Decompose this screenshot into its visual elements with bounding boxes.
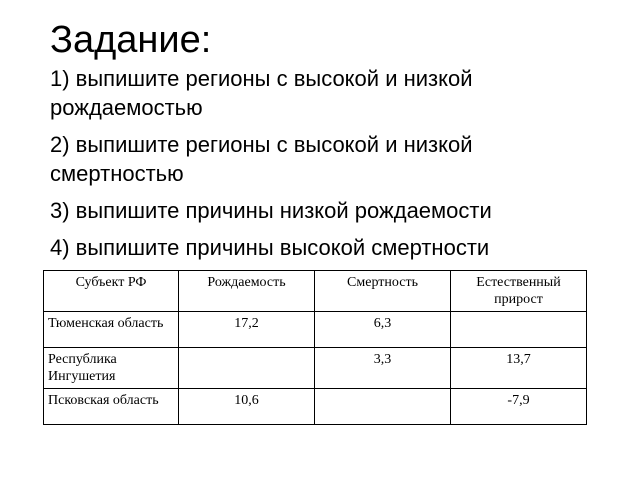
death-rate-cell: 6,3 bbox=[315, 312, 451, 348]
region-cell: Тюменская область bbox=[44, 312, 179, 348]
header-natural-growth: Естественный прирост bbox=[451, 271, 587, 312]
task-list bbox=[50, 64, 590, 270]
task-item: 1) выпишите регионы с высокой и низкой рождаемостью bbox=[50, 66, 473, 120]
growth-cell bbox=[451, 312, 587, 348]
task-item: 3) выпишите причины низкой рождаемости bbox=[50, 198, 492, 223]
death-rate-cell: 3,3 bbox=[315, 348, 451, 389]
header-birth-rate: Рождаемость bbox=[179, 271, 315, 312]
birth-rate-cell: 17,2 bbox=[179, 312, 315, 348]
slide-title: Задание: bbox=[50, 19, 212, 61]
task-item: 4) выпишите причины высокой смертности bbox=[50, 235, 490, 260]
table-row bbox=[44, 348, 587, 389]
table-header-row bbox=[44, 271, 587, 312]
header-subject: Субъект РФ bbox=[44, 271, 179, 312]
growth-cell: 13,7 bbox=[451, 348, 587, 389]
table-row bbox=[44, 389, 587, 425]
table-row bbox=[44, 312, 587, 348]
death-rate-cell bbox=[315, 389, 451, 425]
birth-rate-cell bbox=[179, 348, 315, 389]
region-cell: Псковская область bbox=[44, 389, 179, 425]
growth-cell: -7,9 bbox=[451, 389, 587, 425]
birth-rate-cell: 10,6 bbox=[179, 389, 315, 425]
demographics-table bbox=[43, 270, 587, 425]
region-cell: Республика Ингушетия bbox=[44, 348, 179, 389]
task-item: 2) выпишите регионы с высокой и низкой смертностью bbox=[50, 132, 473, 186]
header-death-rate: Смертность bbox=[315, 271, 451, 312]
